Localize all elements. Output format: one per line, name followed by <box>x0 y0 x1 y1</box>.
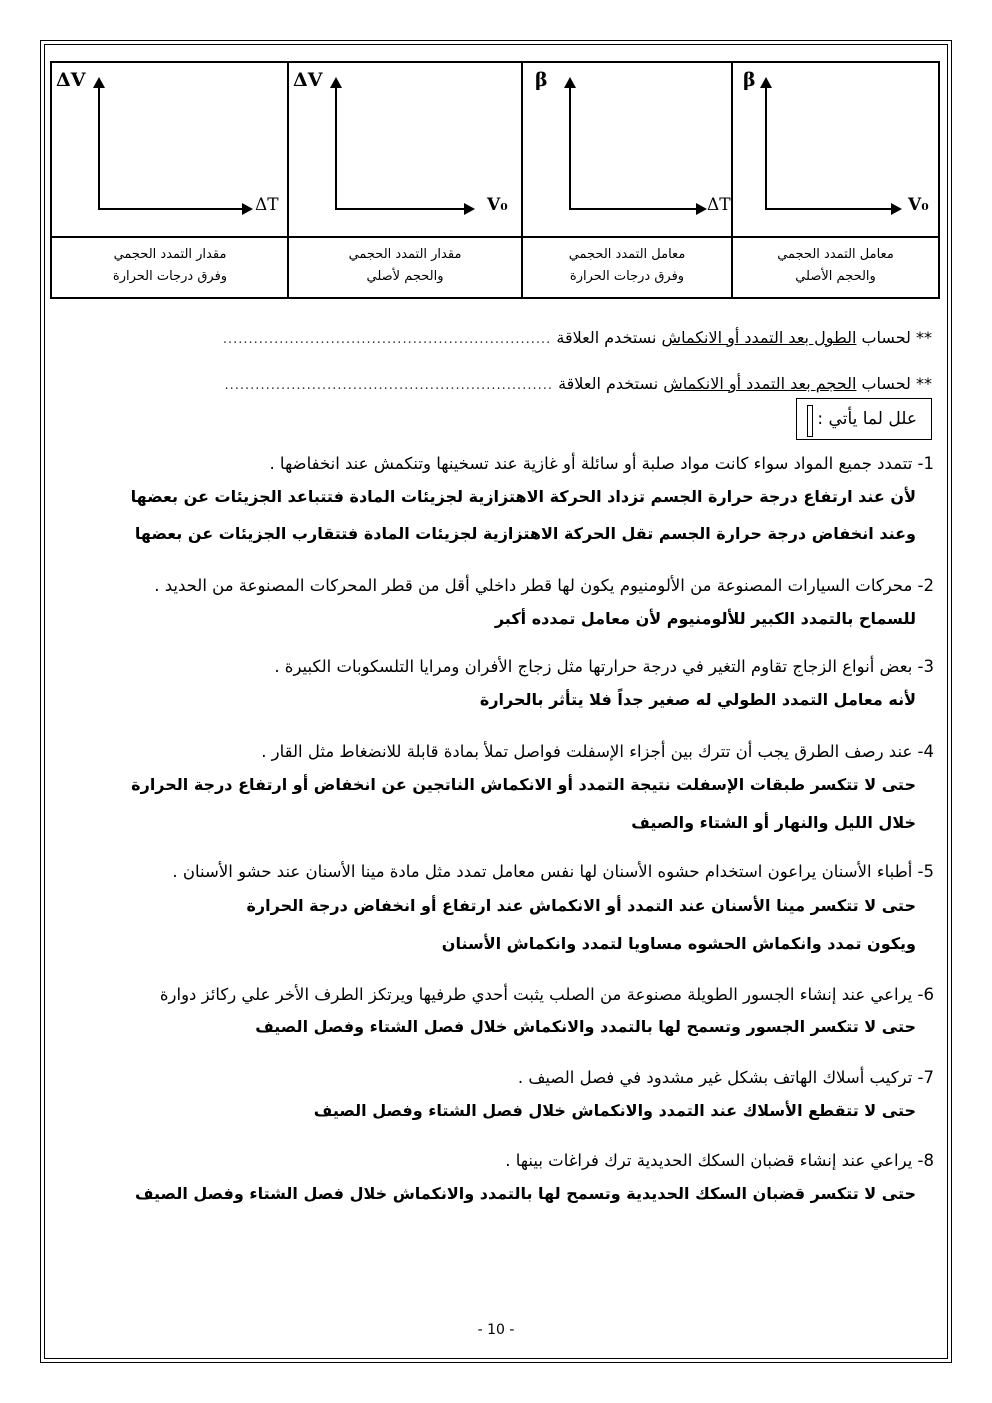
x-axis-arrow-icon <box>242 203 253 215</box>
graph-cell-coefficient-vs-temp <box>523 63 731 297</box>
x-axis-arrow-icon <box>696 203 707 215</box>
answer-1-line2: وعند انخفاض درجة حرارة الجسم تقل الحركة الاهتزازية لجزيئات المادة فتتقارب الجزيئات عن بعضها <box>134 524 916 543</box>
graph-x-label: ΔT <box>707 195 731 215</box>
graphs-table <box>50 61 940 299</box>
graph-y-label: ΔV <box>293 69 323 91</box>
graph-y-label: β <box>743 69 756 91</box>
answer-6: حتى لا تتكسر الجسور وتسمح لها بالتمدد والانكماش خلال فصل الشتاء وفصل الصيف <box>255 1017 916 1036</box>
question-6: 6- يراعي عند إنشاء الجسور الطويلة مصنوعة من الصلب يثبت أحدي طرفيها ويرتكز الطرف الأخر علي ركائز دوارة <box>159 985 934 1004</box>
relation-prefix: ** لحساب <box>856 328 932 347</box>
graph-caption-line2: وفرق درجات الحرارة <box>569 269 685 284</box>
graph-x-label: V₀ <box>908 195 929 215</box>
graph-cell-volume-change-vs-original <box>289 63 521 297</box>
relation-suffix: نستخدم العلاقة <box>558 374 664 393</box>
relation-suffix: نستخدم العلاقة <box>556 328 662 347</box>
y-axis <box>765 86 767 210</box>
answer-7: حتى لا تتقطع الأسلاك عند التمدد والانكماش خلال فصل الشتاء وفصل الصيف <box>313 1101 916 1120</box>
question-1: 1- تتمدد جميع المواد سواء كانت مواد صلبة أو سائلة أو غازية عند تسخينها وتنكمش عند انخفاضها . <box>269 454 934 473</box>
answer-5-line1: حتى لا تتكسر مينا الأسنان عند التمدد أو الانكماش عند ارتفاع أو انخفاض درجة الحرارة <box>246 896 916 915</box>
graph-plot <box>52 63 288 238</box>
question-5: 5- أطباء الأسنان يراعون استخدام حشوه الأسنان لها نفس معامل تمدد مثل مادة مينا الأسنان عند حشو الأسنان . <box>172 862 934 881</box>
question-2: 2- محركات السيارات المصنوعة من الألومنيوم يكون لها قطر داخلي أقل من قطر المحركات المصنوعة من الحديد . <box>154 576 934 595</box>
graph-caption-line1: مقدار التمدد الحجمي <box>348 247 462 262</box>
graph-x-label: V₀ <box>487 195 508 215</box>
y-axis <box>569 86 571 210</box>
relation-length <box>223 328 932 347</box>
x-axis <box>765 208 893 210</box>
graph-x-label: ΔT <box>255 195 279 215</box>
y-axis <box>98 86 100 210</box>
relation-prefix: ** لحساب <box>856 374 932 393</box>
x-axis <box>569 208 697 210</box>
graph-caption <box>289 238 521 303</box>
y-axis <box>335 86 337 210</box>
question-3: 3- بعض أنواع الزجاج تقاوم التغير في درجة حرارتها مثل زجاج الأفران ومرايا التلسكوبات الكبيرة . <box>274 657 934 676</box>
question-4: 4- عند رصف الطرق يجب أن تترك بين أجزاء الإسفلت فواصل تملأ بمادة قابلة للانضغاط مثل القار . <box>261 742 934 761</box>
graph-caption <box>52 238 288 303</box>
question-7: 7- تركيب أسلاك الهاتف بشكل غير مشدود في فصل الصيف . <box>517 1068 934 1087</box>
relation-volume <box>225 374 932 393</box>
relation-underlined: الطول بعد التمدد أو الانكماش <box>661 328 857 347</box>
graph-caption-line2: والحجم الأصلي <box>795 269 876 284</box>
answer-4-line2: خلال الليل والنهار أو الشتاء والصيف <box>631 813 916 832</box>
graph-plot <box>289 63 521 238</box>
graph-cell-coefficient-vs-original <box>733 63 938 297</box>
graph-caption-line2: وفرق درجات الحرارة <box>112 269 228 284</box>
answer-8: حتى لا تتكسر قضبان السكك الحديدية وتسمح لها بالتمدد والانكماش خلال فصل الشتاء وفصل الصيف <box>134 1184 916 1203</box>
graph-plot <box>733 63 938 238</box>
explain-title: علل لما يأتي : <box>817 409 917 429</box>
relation-blank[interactable]: ................................................................ <box>224 378 553 393</box>
x-axis-arrow-icon <box>464 203 475 215</box>
relation-underlined: الحجم بعد التمدد أو الانكماش <box>663 374 857 393</box>
answer-5-line2: ويكون تمدد وانكماش الحشوه مساويا لتمدد وانكماش الأسنان <box>441 934 916 953</box>
graph-caption <box>523 238 731 303</box>
answer-1-line1: لأن عند ارتفاع درجة حرارة الجسم تزداد الحركة الاهتزازية لجزيئات المادة فتتباعد الجزيئات عن بعضها <box>130 487 916 506</box>
graph-cell-volume-change-vs-temp <box>52 63 288 297</box>
answer-2: للسماح بالتمدد الكبير للألومنيوم لأن معامل تمدده أكبر <box>494 609 916 628</box>
graph-plot <box>523 63 731 238</box>
graph-caption-line1: معامل التمدد الحجمي <box>568 247 686 262</box>
question-8: 8- يراعي عند إنشاء قضبان السكك الحديدية ترك فراغات بينها . <box>505 1151 934 1170</box>
decorative-bar-icon <box>807 405 813 437</box>
x-axis-arrow-icon <box>891 203 902 215</box>
graph-caption-line1: مقدار التمدد الحجمي <box>113 247 227 262</box>
graph-caption <box>733 238 938 303</box>
explain-title-box <box>796 398 932 440</box>
x-axis <box>335 208 465 210</box>
x-axis <box>98 208 243 210</box>
graph-y-label: β <box>535 69 548 91</box>
page-number: - 10 - <box>477 1322 515 1338</box>
graph-y-label: ΔV <box>56 69 86 91</box>
graph-caption-line1: معامل التمدد الحجمي <box>777 247 894 262</box>
answer-4-line1: حتى لا تتكسر طبقات الإسفلت نتيجة التمدد أو الانكماش الناتجين عن انخفاض أو ارتفاع درجة الحرارة <box>131 775 916 794</box>
relation-blank[interactable]: ................................................................ <box>222 332 552 347</box>
graph-caption-line2: والحجم لأصلي <box>366 269 444 284</box>
answer-3: لأنه معامل التمدد الطولي له صغير جداً فلا يتأثر بالحرارة <box>479 690 916 709</box>
